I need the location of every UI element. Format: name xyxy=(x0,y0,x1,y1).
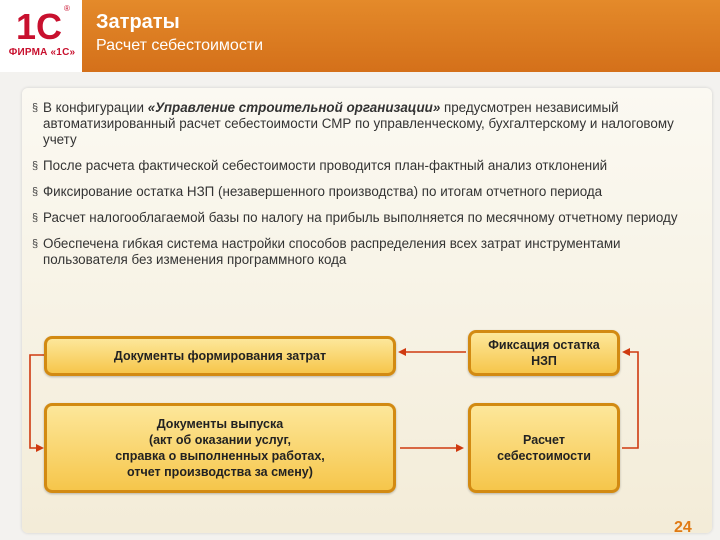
page-number: 24 xyxy=(674,519,692,536)
box-wip-fixation-label: Фиксация остатка НЗП xyxy=(488,338,600,368)
arrow-costs-to-output xyxy=(30,355,44,448)
logo-mark-text: 1С xyxy=(16,6,63,46)
registered-mark: ® xyxy=(64,4,70,13)
arrow-calc-to-wip xyxy=(622,352,638,448)
box-output-documents-label: Документы выпуска (акт об оказании услуг, справка о выполненных работах, отчет производства за смену) xyxy=(115,417,325,479)
slide-title: Затраты xyxy=(96,11,180,33)
bullet-text: Расчет налогооблагаемой базы по налогу на прибыль выполняется по месячному отчетному периоду xyxy=(43,210,678,225)
bullet-marker-icon: § xyxy=(32,160,39,172)
box-cost-calculation-label: Расчет себестоимости xyxy=(497,433,591,463)
box-cost-documents-label: Документы формирования затрат xyxy=(113,349,327,363)
bullet-marker-icon: § xyxy=(32,238,39,250)
bullet-marker-icon: § xyxy=(32,212,39,224)
box-output-documents xyxy=(44,403,396,493)
bullet-text: После расчета фактической себестоимости проводится план-фактный анализ отклонений xyxy=(43,158,608,173)
slide-subtitle: Расчет себестоимости xyxy=(96,37,264,54)
bullet-marker-icon: § xyxy=(32,186,39,198)
box-wip-fixation xyxy=(468,330,620,376)
box-cost-documents xyxy=(44,336,396,376)
bullet-text: В конфигурации «Управление строительной организации» предусмотрен независимый автоматизированный расчет себестоимости СМР по управленческому, бухгалтерскому и налоговому учету xyxy=(43,100,674,147)
bullet-text: Обеспечена гибкая система настройки способов распределения всех затрат инструментами пользователя без изменения программного кода xyxy=(43,236,621,267)
bullet-marker-icon: § xyxy=(32,102,39,114)
box-cost-calculation xyxy=(468,403,620,493)
logo-caption: ФИРМА «1С» xyxy=(8,47,76,58)
bullet-text: Фиксирование остатка НЗП (незавершенного производства) по итогам отчетного периода xyxy=(43,184,603,199)
